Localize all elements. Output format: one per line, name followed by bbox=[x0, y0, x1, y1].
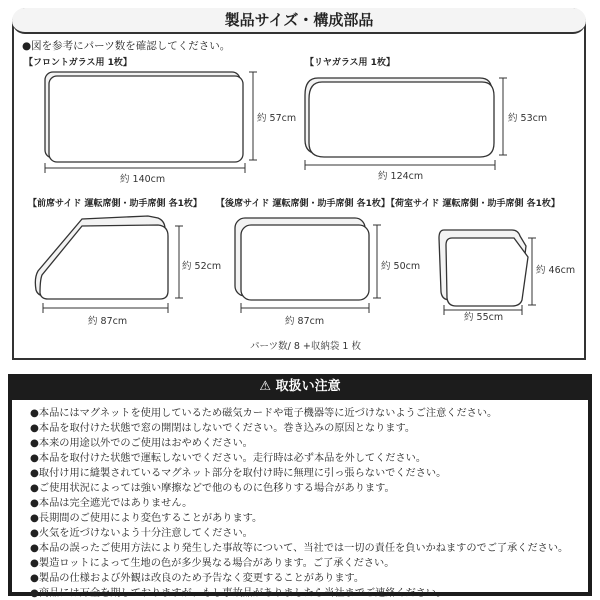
front-side-height: 約 52cm bbox=[182, 261, 222, 272]
list-item: ●取付け用に縫製されているマグネット部分を取付け時に無理に引っ張らないでください。 bbox=[30, 468, 447, 479]
list-item: ●本品にはマグネットを使用しているため磁気カードや電子機器等に近づけないようご注意ください。 bbox=[30, 408, 498, 419]
part-label-front: 【フロントガラス用 1枚】 bbox=[24, 58, 132, 68]
front-width: 約 140cm bbox=[120, 174, 166, 185]
section-title-product-size: 製品サイズ・構成部品 bbox=[12, 8, 586, 34]
part-label-front-side: 【前席サイド 運転席側・助手席側 各1枚】 bbox=[28, 199, 202, 209]
list-item: ●本来の用途以外でのご使用はおやめください。 bbox=[30, 438, 253, 449]
list-item: ●火気を近づけないよう十分注意してください。 bbox=[30, 528, 253, 539]
caution-title: 取扱い注意 bbox=[275, 379, 341, 394]
front-height: 約 57cm bbox=[257, 113, 297, 124]
list-item: ●本品を取付けた状態で運転しないでください。走行時は必ず本品を外してください。 bbox=[30, 453, 427, 464]
list-item: ●製品の仕様および外観は改良のため予告なく変更することがあります。 bbox=[30, 573, 365, 584]
cargo-side-height: 約 46cm bbox=[536, 265, 576, 276]
cargo-side-height-dimension bbox=[528, 238, 536, 305]
front-side-width: 約 87cm bbox=[88, 316, 128, 327]
rear-side-height: 約 50cm bbox=[381, 261, 421, 272]
list-item: ●製造ロットによって生地の色が多少異なる場合があります。ご了承ください。 bbox=[30, 558, 395, 569]
rear-width: 約 124cm bbox=[378, 171, 424, 182]
cargo-side-width: 約 55cm bbox=[464, 312, 504, 323]
front-height-dimension bbox=[249, 72, 257, 160]
list-item: ●本品の誤ったご使用方法により発生した事故等について、当社では一切の責任を負いかねますのでご了承ください。 bbox=[30, 543, 569, 554]
list-item: ●本品は完全遮光ではありません。 bbox=[30, 498, 193, 509]
rear-side-width: 約 87cm bbox=[285, 316, 325, 327]
caution-box bbox=[8, 400, 592, 599]
part-label-rear-side: 【後席サイド 運転席側・助手席側 各1枚】 bbox=[216, 199, 390, 209]
parts-total: パーツ数/ 8 +収納袋 1 枚 bbox=[250, 341, 361, 352]
rear-side-height-dimension bbox=[373, 225, 381, 298]
front-side-width-dimension bbox=[43, 303, 168, 313]
list-item: ●本品を取付けた状態で窓の開閉はしないでください。巻き込みの原因となります。 bbox=[30, 423, 416, 434]
caution-list bbox=[30, 406, 568, 600]
warning-icon: ⚠ bbox=[259, 379, 272, 394]
caution-header bbox=[8, 374, 592, 400]
rear-height: 約 53cm bbox=[508, 113, 548, 124]
rear-height-dimension bbox=[499, 78, 507, 155]
list-item: ●ご使用状況によっては強い摩擦などで他のものに色移りする場合があります。 bbox=[30, 483, 395, 494]
rear-side-width-dimension bbox=[241, 303, 369, 313]
part-label-rear: 【リヤガラス用 1枚】 bbox=[305, 58, 395, 68]
list-item: ●商品には万全を期しておりますが、もし事故品がありましたら当社までご連絡ください。 bbox=[30, 588, 447, 599]
list-item: ●長期間のご使用により変色することがあります。 bbox=[30, 513, 263, 524]
instruction-text: ●図を参考にパーツ数を確認してください。 bbox=[22, 40, 231, 52]
part-label-cargo-side: 【荷室サイド 運転席側・助手席側 各1枚】 bbox=[386, 199, 560, 209]
